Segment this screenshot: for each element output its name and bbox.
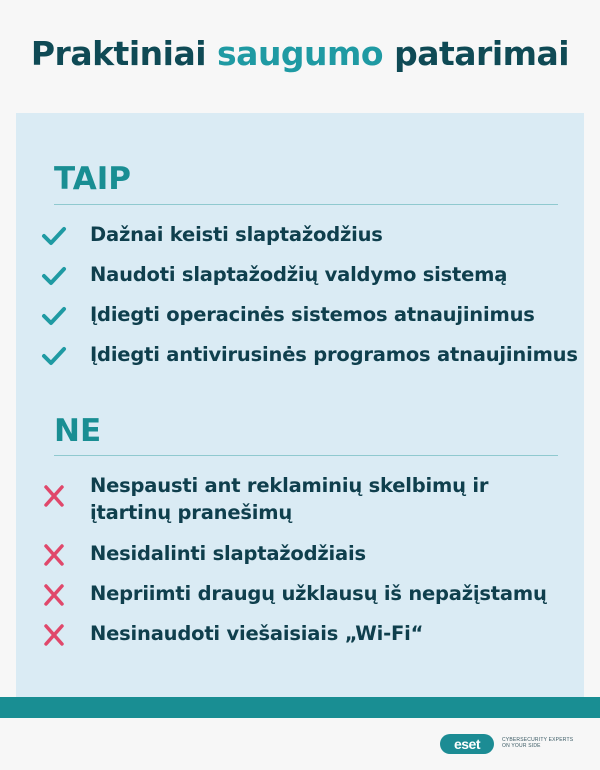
dont-heading: NE — [54, 413, 102, 449]
dont-item — [40, 472, 580, 528]
dont-divider — [54, 455, 558, 456]
check-icon — [40, 264, 68, 288]
logo-tagline: CYBERSECURITY EXPERTS ON YOUR SIDE — [502, 737, 574, 749]
dont-item — [40, 580, 580, 610]
cross-icon — [40, 543, 68, 567]
do-item — [40, 261, 580, 291]
title-accent: saugumo — [217, 34, 384, 73]
do-divider — [54, 204, 558, 205]
do-item-label: Įdiegti antivirusinės programos atnaujinimus — [90, 343, 578, 366]
dont-item-label: Nepriimti draugų užklausų iš nepažįstamų — [90, 582, 547, 605]
dont-item-label: Nespausti ant reklaminių skelbimų ir įtartinų pranešimų — [90, 474, 489, 524]
cross-icon — [40, 484, 68, 508]
dont-item-label: Nesidalinti slaptažodžiais — [90, 542, 366, 565]
do-item-label: Dažnai keisti slaptažodžius — [90, 223, 383, 246]
dont-item — [40, 540, 580, 570]
page-title — [0, 34, 600, 73]
do-item — [40, 221, 580, 251]
dont-item — [40, 620, 580, 650]
logo-badge: eset — [440, 734, 494, 754]
do-item-label: Naudoti slaptažodžių valdymo sistemą — [90, 263, 508, 286]
title-part-1: Praktiniai — [30, 34, 207, 73]
do-item — [40, 341, 580, 371]
check-icon — [40, 344, 68, 368]
title-part-2: patarimai — [394, 34, 570, 73]
bottom-band — [0, 697, 600, 718]
cross-icon — [40, 623, 68, 647]
do-heading: TAIP — [54, 161, 131, 197]
check-icon — [40, 304, 68, 328]
cross-icon — [40, 583, 68, 607]
check-icon — [40, 224, 68, 248]
dont-item-label: Nesinaudoti viešaisiais „Wi-Fi“ — [90, 622, 424, 645]
do-item — [40, 301, 580, 331]
eset-logo — [440, 733, 580, 757]
do-item-label: Įdiegti operacinės sistemos atnaujinimus — [90, 303, 535, 326]
